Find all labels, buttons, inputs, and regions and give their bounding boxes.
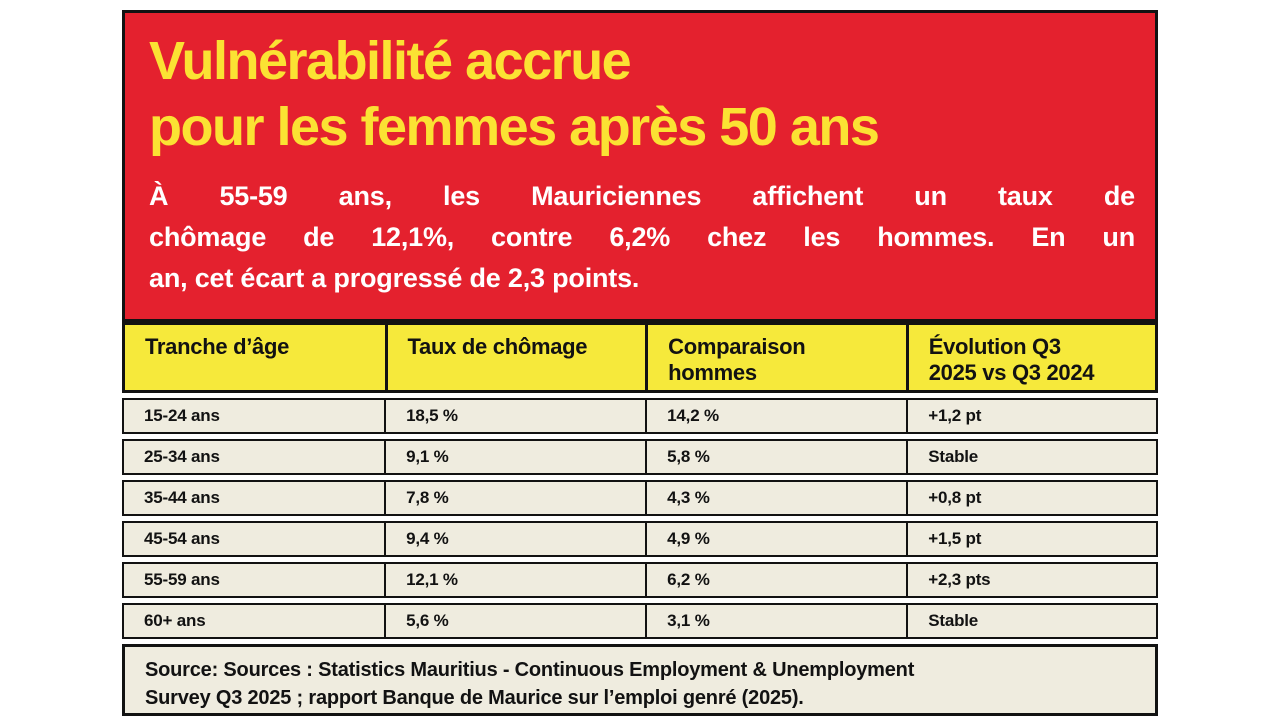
table-row xyxy=(122,398,1158,434)
cell-age-group: 55-59 ans xyxy=(144,570,220,589)
table-header-row xyxy=(122,322,1158,393)
cell-age-group: 25-34 ans xyxy=(144,447,220,466)
column-header-text: Évolution Q3 xyxy=(928,334,1061,359)
column-header-men-comparison xyxy=(645,325,906,390)
cell-men-comparison: 4,3 % xyxy=(645,482,906,514)
column-header-text: Comparaison xyxy=(668,334,806,359)
cell-evolution: +1,2 pt xyxy=(906,400,1156,432)
cell-age-group: 15-24 ans xyxy=(144,406,220,425)
cell-unemployment-rate: 9,4 % xyxy=(384,523,645,555)
source-note xyxy=(122,644,1158,716)
source-line-1: Source: Sources : Statistics Mauritius - Continuous Employment & Unemployment xyxy=(145,659,915,681)
cell-evolution: Stable xyxy=(906,441,1156,473)
column-header-text: Taux de chômage xyxy=(407,334,588,359)
cell-men-comparison: 3,1 % xyxy=(645,605,906,637)
cell-evolution: +2,3 pts xyxy=(906,564,1156,596)
cell-unemployment-rate: 18,5 % xyxy=(384,400,645,432)
cell-evolution: +0,8 pt xyxy=(906,482,1156,514)
intro-line-2: chômage de 12,1%, contre 6,2% chez les hommes. En un xyxy=(149,221,1135,252)
cell-evolution: Stable xyxy=(906,605,1156,637)
cell-age-group: 35-44 ans xyxy=(144,488,220,507)
cell-age-group: 60+ ans xyxy=(144,611,206,630)
cell-men-comparison: 5,8 % xyxy=(645,441,906,473)
table-row xyxy=(122,562,1158,598)
table-row xyxy=(122,480,1158,516)
cell-men-comparison: 14,2 % xyxy=(645,400,906,432)
cell-unemployment-rate: 9,1 % xyxy=(384,441,645,473)
headline xyxy=(149,29,1131,161)
table-row xyxy=(122,521,1158,557)
intro-line-1: À 55-59 ans, les Mauriciennes affichent un taux de xyxy=(149,180,1135,211)
header-banner xyxy=(122,10,1158,322)
intro-paragraph xyxy=(149,176,1135,299)
infographic-panel xyxy=(122,10,1158,716)
column-header-age-group xyxy=(125,325,385,390)
cell-unemployment-rate: 5,6 % xyxy=(384,605,645,637)
source-line-2: Survey Q3 2025 ; rapport Banque de Maurice sur l’emploi genré (2025). xyxy=(145,687,804,710)
headline-line-2: pour les femmes après 50 ans xyxy=(149,96,879,157)
headline-line-1: Vulnérabilité accrue xyxy=(149,31,631,91)
cell-age-group: 45-54 ans xyxy=(144,529,220,548)
table-row xyxy=(122,439,1158,475)
column-header-text: Tranche d’âge xyxy=(145,334,290,359)
column-header-text: 2025 vs Q3 2024 xyxy=(928,360,1095,386)
column-header-unemployment-rate xyxy=(385,325,646,390)
cell-unemployment-rate: 12,1 % xyxy=(384,564,645,596)
intro-line-3: an, cet écart a progressé de 2,3 points. xyxy=(149,262,640,293)
cell-men-comparison: 6,2 % xyxy=(645,564,906,596)
table-row xyxy=(122,603,1158,639)
cell-unemployment-rate: 7,8 % xyxy=(384,482,645,514)
cell-men-comparison: 4,9 % xyxy=(645,523,906,555)
column-header-evolution xyxy=(906,325,1155,390)
cell-evolution: +1,5 pt xyxy=(906,523,1156,555)
column-header-text: hommes xyxy=(668,360,757,386)
